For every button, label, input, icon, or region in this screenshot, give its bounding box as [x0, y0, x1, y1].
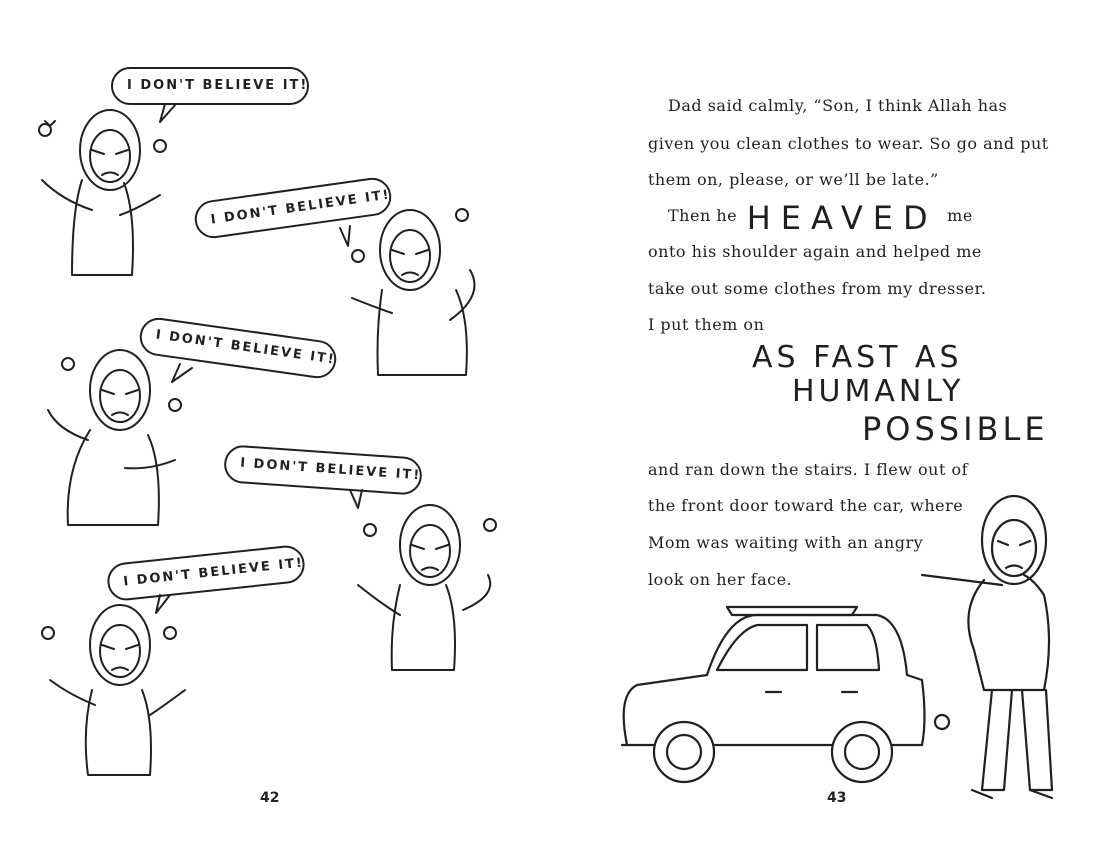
angry-mom-figure-3	[48, 350, 181, 525]
car-and-mom-illustration	[552, 0, 1104, 845]
page-number-right: 43	[827, 790, 847, 806]
angry-mom-figure-4	[358, 505, 496, 670]
heaved-word: HEAVED	[746, 199, 938, 237]
text-line-4: onto his shoulder again and helped me	[648, 242, 982, 261]
speech-bubble-text-1: I DON'T BELIEVE IT!	[127, 78, 309, 93]
speech-bubble-text-4: I DON'T BELIEVE IT!	[239, 455, 422, 484]
text-line-10: look on her face.	[648, 570, 793, 589]
right-page	[552, 0, 1104, 845]
angry-mom-figure-5	[42, 605, 185, 775]
text-line-8: the front door toward the car, where	[648, 496, 964, 515]
emphasis-line-3: POSSIBLE	[862, 410, 1049, 448]
speech-bubble-1	[112, 68, 308, 122]
speech-bubble-text-3: I DON'T BELIEVE IT!	[154, 327, 337, 368]
heaved-suffix: me	[947, 206, 973, 225]
angry-mom-figure-2	[352, 209, 475, 375]
text-line-5: take out some clothes from my dresser.	[648, 279, 987, 298]
text-line-6: I put them on	[648, 315, 765, 334]
car-drawing	[622, 607, 949, 782]
text-line-9: Mom was waiting with an angry	[648, 533, 924, 552]
speech-bubble-text-2: I DON'T BELIEVE IT!	[209, 187, 392, 228]
emphasis-line-1: AS FAST AS	[752, 340, 963, 375]
text-line-2: given you clean clothes to wear. So go and put	[648, 134, 1049, 153]
text-line-3: them on, please, or we’ll be late.”	[648, 170, 939, 189]
angry-mom-standing	[922, 496, 1052, 798]
text-line-7: and ran down the stairs. I flew out of	[648, 460, 969, 479]
heaved-prefix: Then he	[668, 206, 738, 225]
page-number-left: 42	[260, 790, 280, 806]
emphasis-line-2: HUMANLY	[792, 374, 965, 409]
angry-mom-figure-1	[39, 110, 166, 275]
text-line-1: Dad said calmly, “Son, I think Allah has	[668, 96, 1008, 115]
speech-bubble-text-5: I DON'T BELIEVE IT!	[122, 555, 305, 590]
